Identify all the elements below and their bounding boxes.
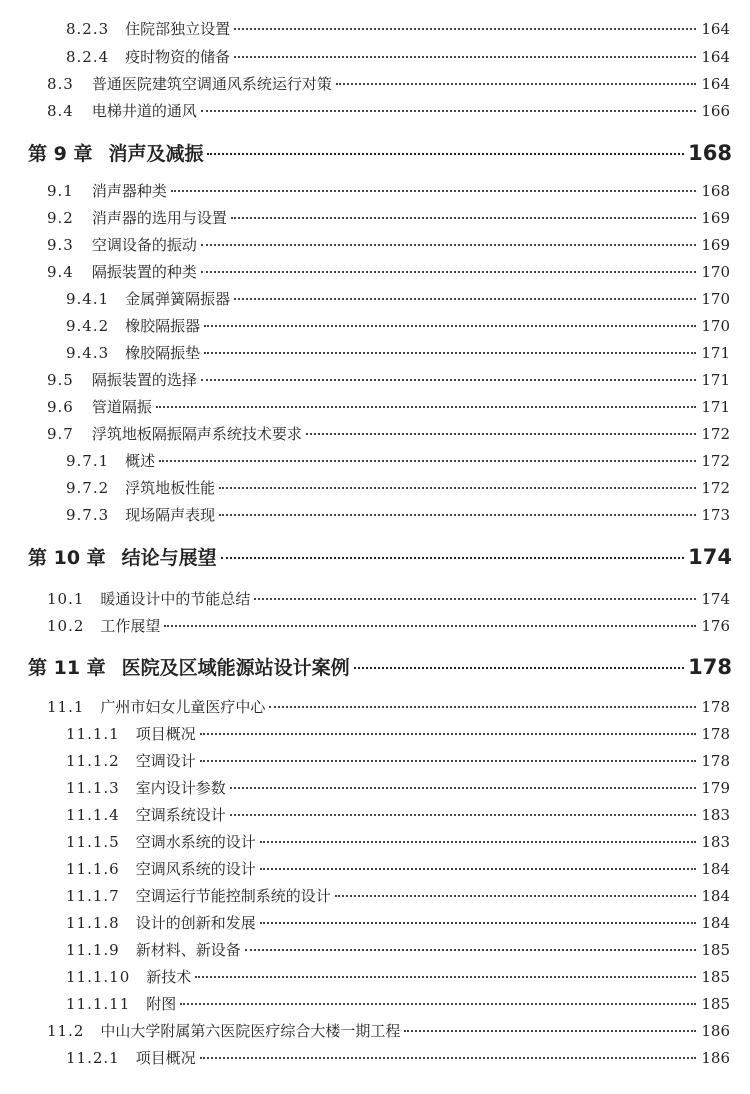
entry-title: 新材料、新设备 <box>135 941 241 959</box>
entry-number: 11.1.4 <box>66 806 120 824</box>
toc-entry <box>66 505 730 525</box>
entry-title: 金属弹簧隔振器 <box>125 290 231 308</box>
chapter-number: 第 11 章 <box>28 657 106 679</box>
toc-entry <box>47 397 730 417</box>
toc-entry <box>66 778 730 798</box>
dot-leader <box>200 760 696 762</box>
entry-page: 171 <box>701 398 730 416</box>
entry-title: 消声器的选用与设置 <box>91 209 227 227</box>
entry-page: 184 <box>701 887 730 905</box>
entry-page: 170 <box>701 290 730 308</box>
entry-title: 电梯井道的通风 <box>91 102 197 120</box>
entry-number: 11.1.8 <box>66 914 120 932</box>
dot-leader <box>200 1057 696 1059</box>
dot-leader <box>201 271 696 273</box>
entry-number: 10.2 <box>47 617 85 635</box>
entry-page: 172 <box>701 479 730 497</box>
toc-entry <box>47 616 730 636</box>
toc-entry <box>66 967 730 987</box>
entry-page: 164 <box>701 48 730 66</box>
entry-page: 178 <box>701 698 730 716</box>
toc-entry <box>66 940 730 960</box>
entry-number: 11.1.3 <box>66 779 120 797</box>
entry-title: 空调运行节能控制系统的设计 <box>135 887 331 905</box>
dot-leader <box>231 217 696 219</box>
toc-entry <box>47 589 730 609</box>
entry-title: 空调系统设计 <box>135 806 226 824</box>
entry-number: 11.1.9 <box>66 941 120 959</box>
dot-leader <box>200 733 696 735</box>
entry-page: 186 <box>701 1022 730 1040</box>
entry-title: 概述 <box>125 452 156 470</box>
dot-leader <box>254 598 696 600</box>
entry-page: 169 <box>701 236 730 254</box>
toc-entry <box>47 1021 730 1041</box>
toc-entry <box>47 181 730 201</box>
entry-title: 隔振装置的选择 <box>91 371 197 389</box>
entry-page: 172 <box>701 452 730 470</box>
entry-number: 8.3 <box>47 75 74 93</box>
entry-number: 9.2 <box>47 209 74 227</box>
dot-leader <box>336 83 696 85</box>
dot-leader <box>234 28 696 30</box>
entry-title: 普通医院建筑空调通风系统运行对策 <box>91 75 332 93</box>
dot-leader <box>260 841 696 843</box>
chapter-number: 第 9 章 <box>28 143 93 165</box>
entry-page: 172 <box>701 425 730 443</box>
entry-page: 168 <box>701 182 730 200</box>
dot-leader <box>404 1030 696 1032</box>
entry-page: 184 <box>701 914 730 932</box>
dot-leader <box>204 352 696 354</box>
dot-leader <box>201 379 696 381</box>
entry-title: 隔振装置的种类 <box>91 263 197 281</box>
entry-title: 现场隔声表现 <box>125 506 216 524</box>
entry-title: 室内设计参数 <box>135 779 226 797</box>
entry-title: 附图 <box>146 995 177 1013</box>
entry-page: 183 <box>701 833 730 851</box>
entry-title: 橡胶隔振器 <box>125 317 201 335</box>
entry-number: 8.2.3 <box>66 20 110 38</box>
entry-page: 183 <box>701 806 730 824</box>
chapter-heading <box>28 544 732 570</box>
entry-page: 184 <box>701 860 730 878</box>
entry-page: 164 <box>701 75 730 93</box>
toc-entry <box>66 1048 730 1068</box>
entry-number: 11.1.6 <box>66 860 120 878</box>
toc-entry <box>47 208 730 228</box>
dot-leader <box>335 895 696 897</box>
chapter-heading <box>28 654 732 680</box>
entry-title: 橡胶隔振垫 <box>125 344 201 362</box>
entry-title: 项目概况 <box>135 1049 196 1067</box>
entry-number: 11.1.7 <box>66 887 120 905</box>
dot-leader <box>219 514 696 516</box>
dot-leader <box>245 949 696 951</box>
entry-number: 9.5 <box>47 371 74 389</box>
entry-title: 浮筑地板隔振隔声系统技术要求 <box>91 425 302 443</box>
toc-entry <box>66 451 730 471</box>
entry-number: 9.3 <box>47 236 74 254</box>
entry-title: 空调水系统的设计 <box>135 833 256 851</box>
entry-number: 11.1.1 <box>66 725 120 743</box>
toc-entry <box>66 886 730 906</box>
entry-number: 11.1.11 <box>66 995 131 1013</box>
dot-leader <box>260 868 696 870</box>
toc-entry <box>66 859 730 879</box>
dot-leader <box>221 557 684 559</box>
entry-number: 10.1 <box>47 590 85 608</box>
entry-page: 178 <box>701 752 730 770</box>
toc-entry <box>66 751 730 771</box>
entry-page: 173 <box>701 506 730 524</box>
entry-title: 暖通设计中的节能总结 <box>100 590 251 608</box>
entry-number: 11.1.5 <box>66 833 120 851</box>
entry-title: 设计的创新和发展 <box>135 914 256 932</box>
entry-page: 179 <box>701 779 730 797</box>
toc-entry <box>66 19 730 39</box>
chapter-page: 174 <box>688 545 732 569</box>
entry-number: 9.4 <box>47 263 74 281</box>
entry-page: 164 <box>701 20 730 38</box>
toc-entry <box>66 316 730 336</box>
entry-number: 9.7.1 <box>66 452 110 470</box>
dot-leader <box>164 625 696 627</box>
entry-page: 171 <box>701 371 730 389</box>
entry-page: 170 <box>701 263 730 281</box>
entry-title: 新技术 <box>146 968 192 986</box>
dot-leader <box>230 787 696 789</box>
entry-title: 空调风系统的设计 <box>135 860 256 878</box>
toc-entry <box>66 913 730 933</box>
entry-title: 广州市妇女儿童医疗中心 <box>100 698 266 716</box>
toc-entry <box>66 805 730 825</box>
entry-page: 178 <box>701 725 730 743</box>
dot-leader <box>171 190 696 192</box>
entry-page: 169 <box>701 209 730 227</box>
dot-leader <box>201 110 696 112</box>
toc-entry <box>47 370 730 390</box>
dot-leader <box>234 56 696 58</box>
dot-leader <box>269 706 696 708</box>
entry-page: 171 <box>701 344 730 362</box>
entry-number: 9.7 <box>47 425 74 443</box>
entry-title: 浮筑地板性能 <box>125 479 216 497</box>
entry-title: 消声器种类 <box>91 182 167 200</box>
dot-leader <box>159 460 696 462</box>
entry-title: 工作展望 <box>100 617 161 635</box>
dot-leader <box>201 244 696 246</box>
entry-title: 空调设计 <box>135 752 196 770</box>
entry-page: 166 <box>701 102 730 120</box>
entry-title: 中山大学附属第六医院医疗综合大楼一期工程 <box>100 1022 401 1040</box>
entry-number: 9.1 <box>47 182 74 200</box>
dot-leader <box>207 153 684 155</box>
toc-entry <box>47 235 730 255</box>
entry-number: 9.4.2 <box>66 317 110 335</box>
chapter-title: 医院及区域能源站设计案例 <box>121 657 350 679</box>
toc-entry <box>66 724 730 744</box>
toc-entry <box>66 478 730 498</box>
entry-number: 9.7.3 <box>66 506 110 524</box>
toc-entry <box>66 289 730 309</box>
dot-leader <box>230 814 696 816</box>
chapter-page: 178 <box>688 655 732 679</box>
entry-title: 住院部独立设置 <box>125 20 231 38</box>
toc-entry <box>47 262 730 282</box>
entry-number: 11.1.2 <box>66 752 120 770</box>
dot-leader <box>354 667 684 669</box>
dot-leader <box>219 487 696 489</box>
toc-entry <box>47 424 730 444</box>
chapter-page: 168 <box>688 141 732 165</box>
entry-page: 186 <box>701 1049 730 1067</box>
entry-number: 8.4 <box>47 102 74 120</box>
entry-number: 11.2.1 <box>66 1049 120 1067</box>
entry-title: 空调设备的振动 <box>91 236 197 254</box>
chapter-title: 结论与展望 <box>121 547 217 569</box>
entry-number: 11.1 <box>47 698 85 716</box>
entry-page: 185 <box>701 995 730 1013</box>
entry-number: 8.2.4 <box>66 48 110 66</box>
entry-number: 11.1.10 <box>66 968 131 986</box>
chapter-title: 消声及减振 <box>108 143 204 165</box>
toc-entry <box>47 74 730 94</box>
toc-entry <box>66 47 730 67</box>
entry-title: 管道隔振 <box>91 398 152 416</box>
toc-entry <box>47 697 730 717</box>
entry-page: 174 <box>701 590 730 608</box>
entry-page: 185 <box>701 968 730 986</box>
dot-leader <box>260 922 696 924</box>
dot-leader <box>234 298 696 300</box>
dot-leader <box>180 1003 696 1005</box>
chapter-heading <box>28 140 732 166</box>
toc-entry <box>47 101 730 121</box>
toc-entry <box>66 343 730 363</box>
dot-leader <box>204 325 696 327</box>
entry-number: 9.4.1 <box>66 290 110 308</box>
chapter-number: 第 10 章 <box>28 547 106 569</box>
toc-entry <box>66 994 730 1014</box>
entry-number: 9.6 <box>47 398 74 416</box>
entry-page: 185 <box>701 941 730 959</box>
entry-title: 项目概况 <box>135 725 196 743</box>
dot-leader <box>306 433 696 435</box>
entry-number: 9.4.3 <box>66 344 110 362</box>
entry-number: 11.2 <box>47 1022 85 1040</box>
toc-entry <box>66 832 730 852</box>
dot-leader <box>195 976 696 978</box>
entry-page: 176 <box>701 617 730 635</box>
entry-title: 疫时物资的储备 <box>125 48 231 66</box>
entry-page: 170 <box>701 317 730 335</box>
entry-number: 9.7.2 <box>66 479 110 497</box>
dot-leader <box>156 406 696 408</box>
